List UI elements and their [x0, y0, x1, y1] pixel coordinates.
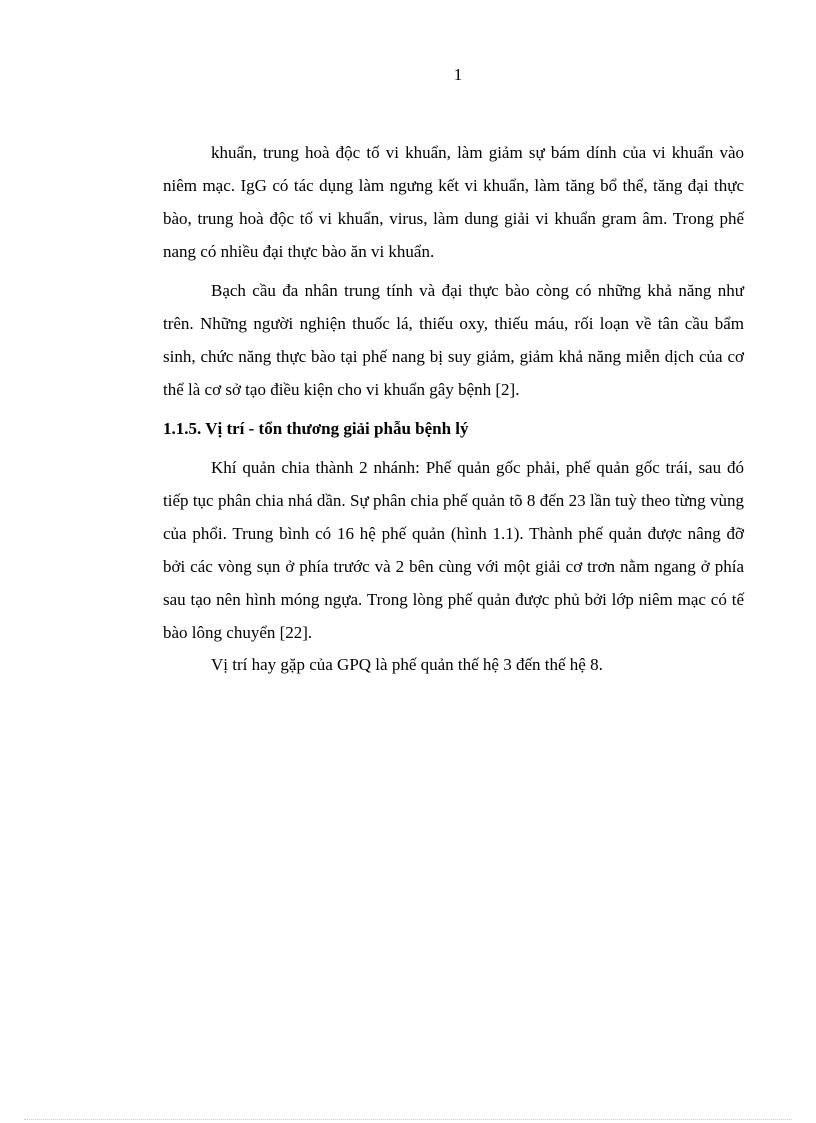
page-bottom-edge	[24, 1119, 792, 1120]
page-number: 1	[453, 65, 463, 84]
document-body	[163, 136, 744, 680]
section-heading: 1.1.5. Vị trí - tổn thương giải phẫu bệnh lý	[163, 419, 469, 438]
paragraph-common-location: Vị trí hay gặp của GPQ là phế quản thế hệ 3 đến thế hệ 8.	[211, 655, 603, 674]
paragraph-leukocytes: Bạch cầu đa nhân trung tính và đại thực bào còng có những khả năng như trên. Những người nghiện thuốc lá, thiếu oxy, thiếu máu, rối loạn về tân cầu bẩm sinh, chức năng thực bào tại phế nang bị suy giảm, giảm khả năng miễn dịch của cơ thể là cơ sở tạo điều kiện cho vi khuẩn gây bệnh [2].	[163, 281, 744, 399]
paragraph-bronchial-anatomy: Khí quản chia thành 2 nhánh: Phế quản gốc phải, phế quản gốc trái, sau đó tiếp tục phân chia nhá dần. Sự phân chia phế quản tõ 8 đến 23 lần tuỳ theo từng vùng của phổi. Trung bình có 16 hệ phế quản (hình 1.1). Thành phế quản được nâng đỡ bởi các vòng sụn ở phía trước và 2 bên cùng với một giải cơ trơn nằm ngang ở phía sau tạo nên hình móng ngựa. Trong lòng phế quản được phủ bởi lớp niêm mạc có tế bào lông chuyển [22].	[163, 458, 744, 642]
paragraph-immunity: khuẩn, trung hoà độc tố vi khuẩn, làm giảm sự bám dính của vi khuẩn vào niêm mạc. IgG có tác dụng làm ngưng kết vi khuẩn, làm tăng bổ thể, tăng đại thực bào, trung hoà độc tố vi khuẩn, virus, làm dung giải vi khuẩn gram âm. Trong phế nang có nhiều đại thực bào ăn vi khuẩn.	[163, 143, 744, 261]
